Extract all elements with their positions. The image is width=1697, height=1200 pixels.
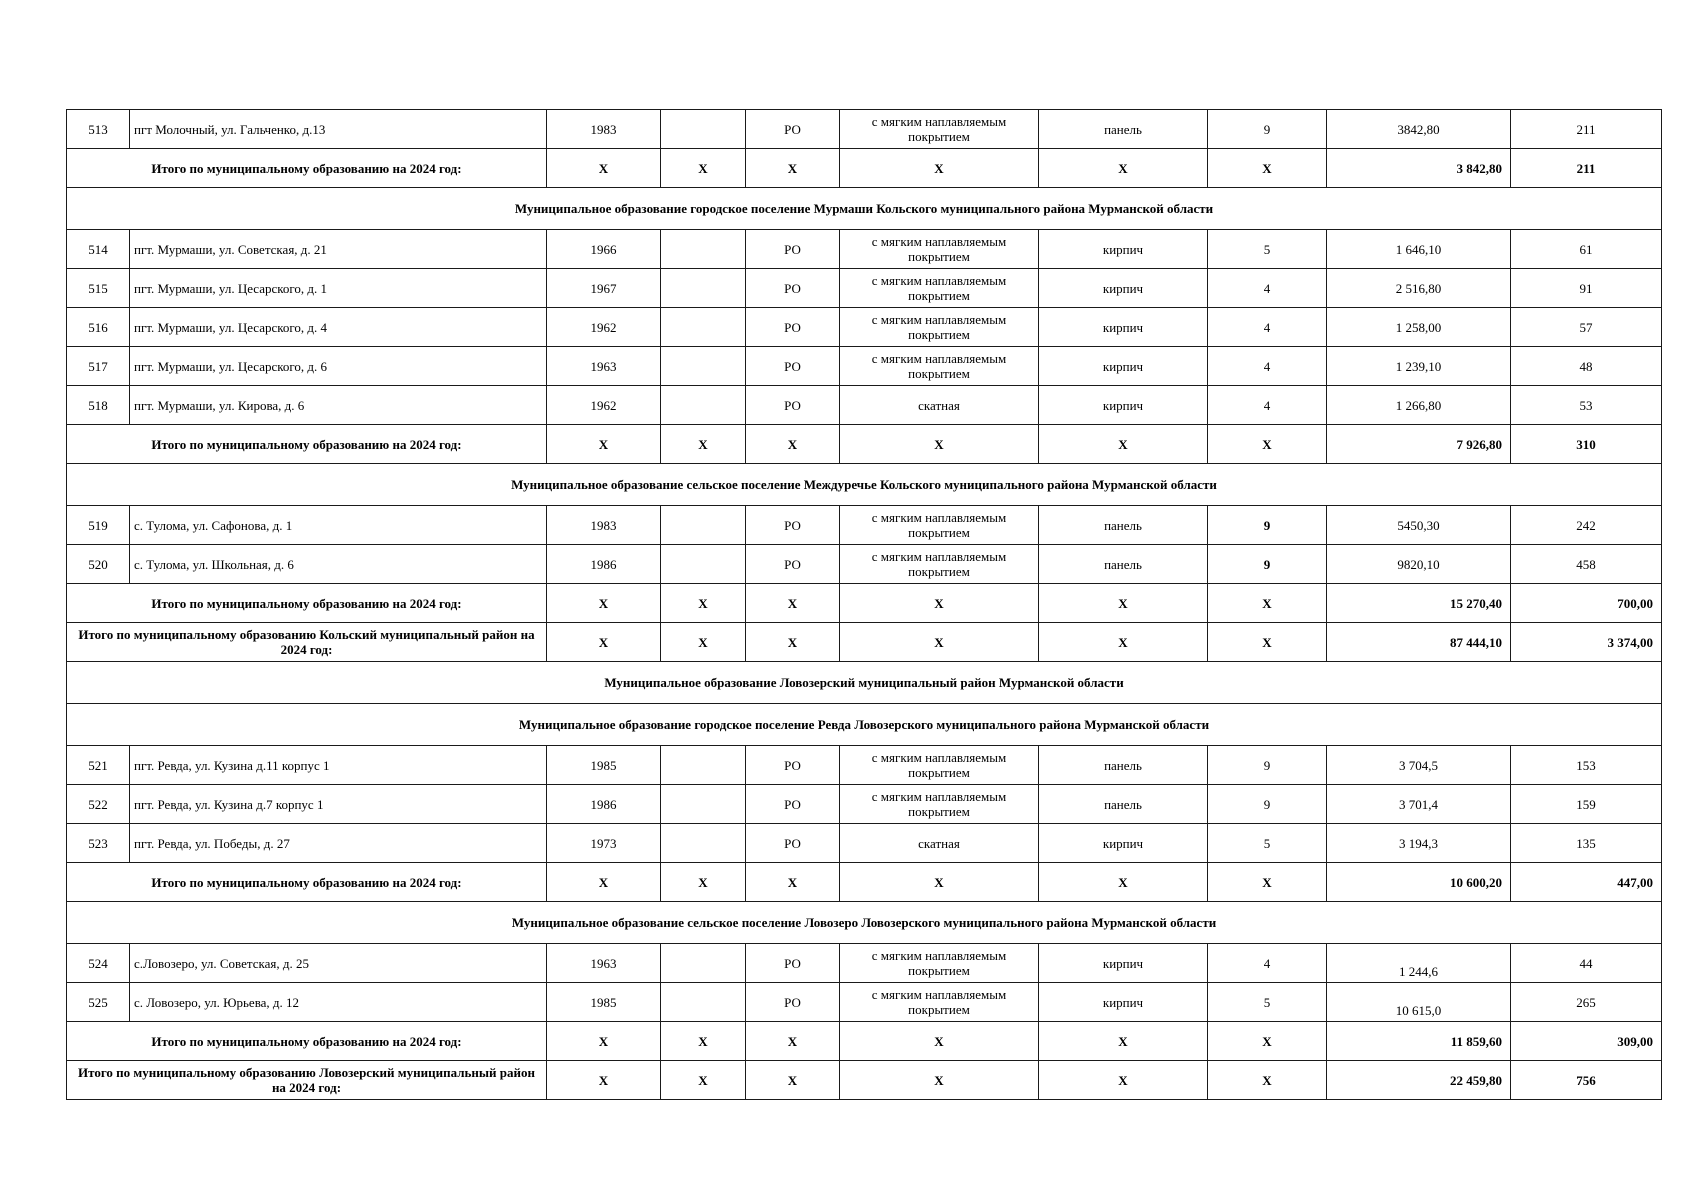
area-cell: 1 258,00 <box>1327 308 1511 347</box>
subtotal-label: Итого по муниципальному образованию на 2024 год: <box>67 584 547 623</box>
residents-cell: 44 <box>1511 944 1662 983</box>
x-mark-cell: X <box>1039 584 1208 623</box>
table-row <box>67 785 1662 824</box>
section-title: Муниципальное образование Ловозерский муниципальный район Мурманской области <box>67 662 1662 704</box>
address-cell: пгт. Мурмаши, ул. Кирова, д. 6 <box>130 386 547 425</box>
x-mark-cell: X <box>840 149 1039 188</box>
area-cell: 1 239,10 <box>1327 347 1511 386</box>
floors-cell: 4 <box>1208 269 1327 308</box>
subtotal-row <box>67 1022 1662 1061</box>
subtotal-residents: 309,00 <box>1511 1022 1662 1061</box>
residents-cell: 211 <box>1511 110 1662 149</box>
subtotal-area: 10 600,20 <box>1327 863 1511 902</box>
row-number: 516 <box>67 308 130 347</box>
roof-type-cell: с мягким наплавляемым покрытием <box>840 230 1039 269</box>
address-cell: пгт. Ревда, ул. Кузина д.11 корпус 1 <box>130 746 547 785</box>
floors-cell: 5 <box>1208 230 1327 269</box>
roof-type-cell: с мягким наплавляемым покрытием <box>840 506 1039 545</box>
blank-cell <box>661 944 746 983</box>
roof-type-cell: скатная <box>840 386 1039 425</box>
x-mark-cell: X <box>840 584 1039 623</box>
x-mark-cell: X <box>547 149 661 188</box>
ro-cell: РО <box>746 785 840 824</box>
year-cell: 1985 <box>547 983 661 1022</box>
subtotal-label: Итого по муниципальному образованию на 2024 год: <box>67 863 547 902</box>
x-mark-cell: X <box>1208 1061 1327 1100</box>
wall-material-cell: кирпич <box>1039 983 1208 1022</box>
table-body <box>67 110 1662 1100</box>
section-header-row <box>67 704 1662 746</box>
subtotal-row <box>67 425 1662 464</box>
subtotal-area: 87 444,10 <box>1327 623 1511 662</box>
area-cell: 1 244,6 <box>1327 944 1511 983</box>
roof-type-cell: с мягким наплавляемым покрытием <box>840 746 1039 785</box>
x-mark-cell: X <box>1039 623 1208 662</box>
wall-material-cell: панель <box>1039 110 1208 149</box>
roof-type-cell: с мягким наплавляемым покрытием <box>840 545 1039 584</box>
residents-cell: 242 <box>1511 506 1662 545</box>
area-cell: 1 266,80 <box>1327 386 1511 425</box>
year-cell: 1985 <box>547 746 661 785</box>
x-mark-cell: X <box>746 1061 840 1100</box>
subtotal-row <box>67 863 1662 902</box>
address-cell: с. Тулома, ул. Школьная, д. 6 <box>130 545 547 584</box>
x-mark-cell: X <box>661 623 746 662</box>
table-row <box>67 230 1662 269</box>
subtotal-residents: 211 <box>1511 149 1662 188</box>
ro-cell: РО <box>746 386 840 425</box>
ro-cell: РО <box>746 545 840 584</box>
residents-cell: 265 <box>1511 983 1662 1022</box>
x-mark-cell: X <box>547 863 661 902</box>
section-title: Муниципальное образование сельское поселение Междуречье Кольского муниципального района Мурманской области <box>67 464 1662 506</box>
section-header-row <box>67 902 1662 944</box>
x-mark-cell: X <box>1208 149 1327 188</box>
residents-cell: 57 <box>1511 308 1662 347</box>
x-mark-cell: X <box>840 863 1039 902</box>
subtotal-area: 3 842,80 <box>1327 149 1511 188</box>
table-row <box>67 308 1662 347</box>
residents-cell: 458 <box>1511 545 1662 584</box>
year-cell: 1983 <box>547 506 661 545</box>
x-mark-cell: X <box>661 863 746 902</box>
x-mark-cell: X <box>661 1022 746 1061</box>
year-cell: 1973 <box>547 824 661 863</box>
section-header-row <box>67 662 1662 704</box>
section-title: Муниципальное образование городское поселение Мурмаши Кольского муниципального района Мурманской области <box>67 188 1662 230</box>
x-mark-cell: X <box>746 425 840 464</box>
floors-cell: 9 <box>1208 746 1327 785</box>
blank-cell <box>661 545 746 584</box>
ro-cell: РО <box>746 110 840 149</box>
area-cell: 3 701,4 <box>1327 785 1511 824</box>
address-cell: пгт. Мурмаши, ул. Цесарского, д. 6 <box>130 347 547 386</box>
ro-cell: РО <box>746 824 840 863</box>
ro-cell: РО <box>746 746 840 785</box>
x-mark-cell: X <box>1208 584 1327 623</box>
table-row <box>67 824 1662 863</box>
residents-cell: 91 <box>1511 269 1662 308</box>
wall-material-cell: кирпич <box>1039 269 1208 308</box>
residents-cell: 53 <box>1511 386 1662 425</box>
area-cell: 3 704,5 <box>1327 746 1511 785</box>
floors-cell: 9 <box>1208 545 1327 584</box>
blank-cell <box>661 746 746 785</box>
x-mark-cell: X <box>1039 425 1208 464</box>
residents-cell: 159 <box>1511 785 1662 824</box>
row-number: 521 <box>67 746 130 785</box>
year-cell: 1963 <box>547 944 661 983</box>
table-row <box>67 110 1662 149</box>
roof-type-cell: скатная <box>840 824 1039 863</box>
x-mark-cell: X <box>746 863 840 902</box>
blank-cell <box>661 308 746 347</box>
floors-cell: 9 <box>1208 110 1327 149</box>
x-mark-cell: X <box>1039 1061 1208 1100</box>
year-cell: 1962 <box>547 308 661 347</box>
roof-type-cell: с мягким наплавляемым покрытием <box>840 944 1039 983</box>
table-row <box>67 983 1662 1022</box>
address-cell: пгт. Ревда, ул. Кузина д.7 корпус 1 <box>130 785 547 824</box>
blank-cell <box>661 110 746 149</box>
year-cell: 1983 <box>547 110 661 149</box>
subtotal-label: Итого по муниципальному образованию на 2024 год: <box>67 425 547 464</box>
x-mark-cell: X <box>1208 425 1327 464</box>
x-mark-cell: X <box>661 149 746 188</box>
subtotal-residents: 700,00 <box>1511 584 1662 623</box>
table-row <box>67 545 1662 584</box>
address-cell: с. Ловозеро, ул. Юрьева, д. 12 <box>130 983 547 1022</box>
subtotal-row <box>67 623 1662 662</box>
x-mark-cell: X <box>840 1061 1039 1100</box>
address-cell: пгт. Мурмаши, ул. Цесарского, д. 1 <box>130 269 547 308</box>
x-mark-cell: X <box>746 1022 840 1061</box>
area-cell: 1 646,10 <box>1327 230 1511 269</box>
row-number: 525 <box>67 983 130 1022</box>
row-number: 514 <box>67 230 130 269</box>
year-cell: 1967 <box>547 269 661 308</box>
section-header-row <box>67 464 1662 506</box>
table-row <box>67 347 1662 386</box>
floors-cell: 5 <box>1208 824 1327 863</box>
floors-cell: 4 <box>1208 308 1327 347</box>
subtotal-label: Итого по муниципальному образованию Ловозерский муниципальный район на 2024 год: <box>67 1061 547 1100</box>
blank-cell <box>661 386 746 425</box>
year-cell: 1966 <box>547 230 661 269</box>
table-row <box>67 746 1662 785</box>
floors-cell: 9 <box>1208 785 1327 824</box>
wall-material-cell: кирпич <box>1039 944 1208 983</box>
row-number: 520 <box>67 545 130 584</box>
area-cell: 5450,30 <box>1327 506 1511 545</box>
residents-cell: 135 <box>1511 824 1662 863</box>
subtotal-row <box>67 584 1662 623</box>
row-number: 522 <box>67 785 130 824</box>
subtotal-row <box>67 149 1662 188</box>
row-number: 515 <box>67 269 130 308</box>
x-mark-cell: X <box>661 1061 746 1100</box>
blank-cell <box>661 785 746 824</box>
floors-cell: 4 <box>1208 386 1327 425</box>
section-title: Муниципальное образование городское поселение Ревда Ловозерского муниципального района Мурманской области <box>67 704 1662 746</box>
floors-cell: 9 <box>1208 506 1327 545</box>
blank-cell <box>661 824 746 863</box>
x-mark-cell: X <box>1039 863 1208 902</box>
year-cell: 1963 <box>547 347 661 386</box>
subtotal-residents: 447,00 <box>1511 863 1662 902</box>
subtotal-label: Итого по муниципальному образованию на 2024 год: <box>67 1022 547 1061</box>
subtotal-area: 11 859,60 <box>1327 1022 1511 1061</box>
area-cell: 2 516,80 <box>1327 269 1511 308</box>
x-mark-cell: X <box>547 1061 661 1100</box>
area-cell: 9820,10 <box>1327 545 1511 584</box>
wall-material-cell: панель <box>1039 545 1208 584</box>
address-cell: пгт Молочный, ул. Гальченко, д.13 <box>130 110 547 149</box>
blank-cell <box>661 983 746 1022</box>
housing-register-table <box>66 109 1662 1100</box>
ro-cell: РО <box>746 506 840 545</box>
residents-cell: 48 <box>1511 347 1662 386</box>
subtotal-label: Итого по муниципальному образованию Кольский муниципальный район на 2024 год: <box>67 623 547 662</box>
x-mark-cell: X <box>746 584 840 623</box>
row-number: 524 <box>67 944 130 983</box>
area-cell: 3 194,3 <box>1327 824 1511 863</box>
x-mark-cell: X <box>547 425 661 464</box>
row-number: 523 <box>67 824 130 863</box>
wall-material-cell: панель <box>1039 746 1208 785</box>
address-cell: пгт. Мурмаши, ул. Советская, д. 21 <box>130 230 547 269</box>
x-mark-cell: X <box>840 1022 1039 1061</box>
subtotal-residents: 3 374,00 <box>1511 623 1662 662</box>
year-cell: 1986 <box>547 785 661 824</box>
roof-type-cell: с мягким наплавляемым покрытием <box>840 347 1039 386</box>
wall-material-cell: кирпич <box>1039 308 1208 347</box>
ro-cell: РО <box>746 308 840 347</box>
x-mark-cell: X <box>1208 863 1327 902</box>
x-mark-cell: X <box>1039 1022 1208 1061</box>
row-number: 518 <box>67 386 130 425</box>
table-row <box>67 944 1662 983</box>
subtotal-area: 7 926,80 <box>1327 425 1511 464</box>
table-row <box>67 386 1662 425</box>
x-mark-cell: X <box>1039 149 1208 188</box>
table-row <box>67 269 1662 308</box>
floors-cell: 4 <box>1208 944 1327 983</box>
subtotal-area: 15 270,40 <box>1327 584 1511 623</box>
table-row <box>67 506 1662 545</box>
ro-cell: РО <box>746 347 840 386</box>
blank-cell <box>661 347 746 386</box>
address-cell: пгт. Мурмаши, ул. Цесарского, д. 4 <box>130 308 547 347</box>
subtotal-residents: 310 <box>1511 425 1662 464</box>
wall-material-cell: кирпич <box>1039 386 1208 425</box>
roof-type-cell: с мягким наплавляемым покрытием <box>840 110 1039 149</box>
blank-cell <box>661 269 746 308</box>
x-mark-cell: X <box>746 623 840 662</box>
row-number: 517 <box>67 347 130 386</box>
wall-material-cell: панель <box>1039 785 1208 824</box>
address-cell: с.Ловозеро, ул. Советская, д. 25 <box>130 944 547 983</box>
ro-cell: РО <box>746 944 840 983</box>
area-cell: 10 615,0 <box>1327 983 1511 1022</box>
year-cell: 1962 <box>547 386 661 425</box>
x-mark-cell: X <box>840 623 1039 662</box>
floors-cell: 4 <box>1208 347 1327 386</box>
address-cell: с. Тулома, ул. Сафонова, д. 1 <box>130 506 547 545</box>
residents-cell: 61 <box>1511 230 1662 269</box>
x-mark-cell: X <box>661 584 746 623</box>
row-number: 519 <box>67 506 130 545</box>
residents-cell: 153 <box>1511 746 1662 785</box>
x-mark-cell: X <box>1208 1022 1327 1061</box>
row-number: 513 <box>67 110 130 149</box>
roof-type-cell: с мягким наплавляемым покрытием <box>840 785 1039 824</box>
wall-material-cell: панель <box>1039 506 1208 545</box>
x-mark-cell: X <box>661 425 746 464</box>
section-header-row <box>67 188 1662 230</box>
floors-cell: 5 <box>1208 983 1327 1022</box>
roof-type-cell: с мягким наплавляемым покрытием <box>840 983 1039 1022</box>
wall-material-cell: кирпич <box>1039 824 1208 863</box>
section-title: Муниципальное образование сельское поселение Ловозеро Ловозерского муниципального района Мурманской области <box>67 902 1662 944</box>
subtotal-area: 22 459,80 <box>1327 1061 1511 1100</box>
x-mark-cell: X <box>746 149 840 188</box>
subtotal-row <box>67 1061 1662 1100</box>
blank-cell <box>661 230 746 269</box>
subtotal-residents: 756 <box>1511 1061 1662 1100</box>
ro-cell: РО <box>746 269 840 308</box>
year-cell: 1986 <box>547 545 661 584</box>
x-mark-cell: X <box>547 623 661 662</box>
wall-material-cell: кирпич <box>1039 230 1208 269</box>
x-mark-cell: X <box>840 425 1039 464</box>
x-mark-cell: X <box>1208 623 1327 662</box>
roof-type-cell: с мягким наплавляемым покрытием <box>840 308 1039 347</box>
roof-type-cell: с мягким наплавляемым покрытием <box>840 269 1039 308</box>
ro-cell: РО <box>746 983 840 1022</box>
wall-material-cell: кирпич <box>1039 347 1208 386</box>
address-cell: пгт. Ревда, ул. Победы, д. 27 <box>130 824 547 863</box>
blank-cell <box>661 506 746 545</box>
area-cell: 3842,80 <box>1327 110 1511 149</box>
ro-cell: РО <box>746 230 840 269</box>
x-mark-cell: X <box>547 1022 661 1061</box>
subtotal-label: Итого по муниципальному образованию на 2024 год: <box>67 149 547 188</box>
x-mark-cell: X <box>547 584 661 623</box>
